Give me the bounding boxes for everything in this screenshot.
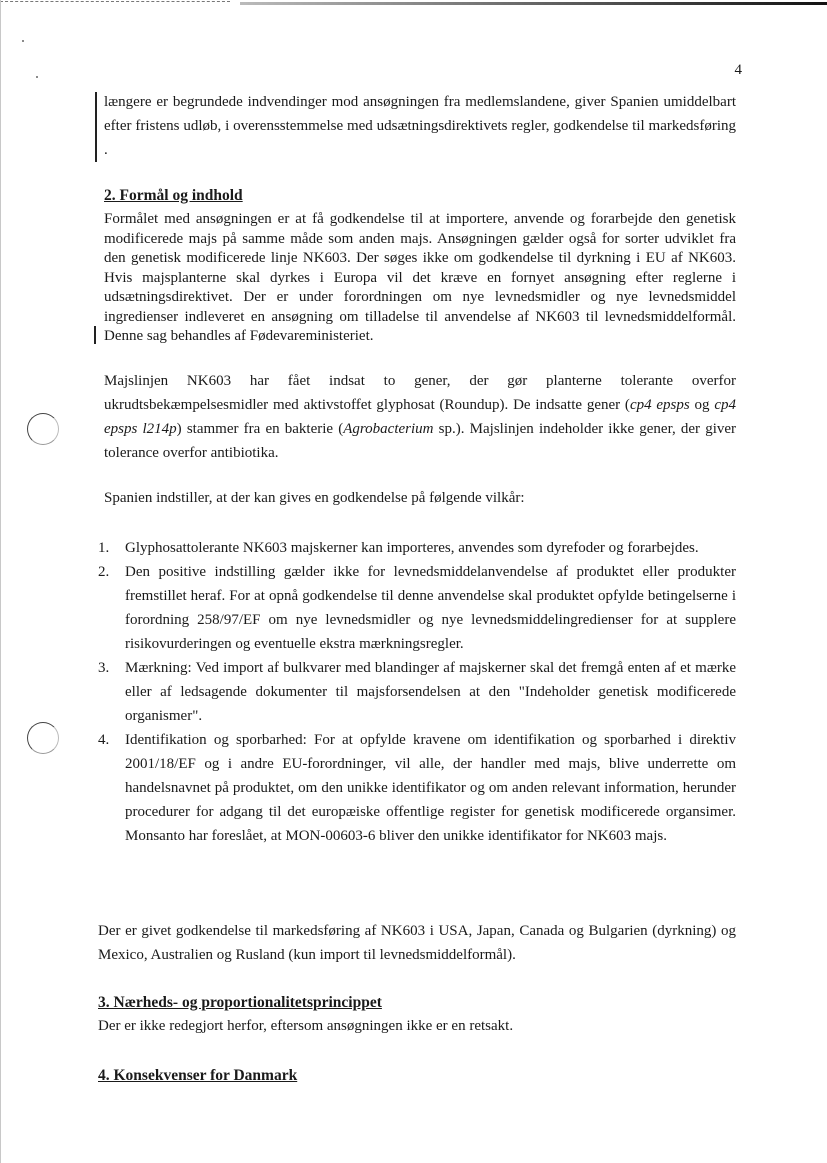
organism-name: Agrobacterium xyxy=(343,421,434,437)
list-item xyxy=(98,728,736,848)
list-item xyxy=(98,560,736,656)
list-item xyxy=(98,536,736,560)
punch-hole-top xyxy=(27,413,59,445)
paragraph-text: sp.). Majslinjen indeholder ikke gener, der giver tolerance overfor antibiotika. xyxy=(104,421,737,461)
gene-name: cp4 epsps xyxy=(629,397,690,413)
section-3-paragraph: Der er ikke redegjort herfor, eftersom ansøgningen ikke er en retsakt. xyxy=(98,1018,514,1034)
section-2-heading: 2. Formål og indhold xyxy=(104,187,243,204)
gene-name: cp4 epsps l214p xyxy=(104,397,737,437)
list-item-number: 4. xyxy=(98,732,110,748)
section-2-paragraph-1: Formålet med ansøgningen er at få godkendelse til at importere, anvende og forarbejde den genetisk modificerede majs på samme måde som anden majs. Ansøgningen gælder også for sorter udviklet fra den genetisk modificerede linje NK603. Der søges ikke om godkendelse til dyrkning i EU af NK603. Hvis majsplanterne skal dyrkes i Europa vil det kræve en fornyet ansøgning efter reglerne i udsætningsdirektivet. Der er under forordningen om nye levnedsmidler og nye levnedsmiddel ingredienser indleveret en ansøgning om tilladelse til anvendelse af NK603 til levnedsmiddelformål. Denne sag behandles af Fødevareministeriet. xyxy=(104,211,736,344)
list-item-text: Den positive indstilling gælder ikke for levnedsmiddelanvendelse af produktet eller produkter fremstillet heraf. For at opnå godkendelse til denne anvendelse skal produktet opfylde betingelserne i forordning 258/97/EF om nye levnedsmidler og nye levnedsmiddelingredienser for at supplere risikovurderingen og eventuelle ekstra mærkningsregler. xyxy=(125,564,736,652)
list-item-number: 1. xyxy=(98,540,110,556)
scan-speck xyxy=(22,40,24,42)
conditions-list xyxy=(98,536,736,848)
list-item-number: 3. xyxy=(98,660,110,676)
page-number: 4 xyxy=(734,62,742,78)
paragraph-text: og xyxy=(689,397,715,413)
scan-speck xyxy=(36,76,38,78)
revision-change-bar xyxy=(95,92,97,162)
intro-paragraph: længere er begrundede indvendinger mod ansøgningen fra medlemslandene, giver Spanien umiddelbart efter fristens udløb, i overensstemmelse med udsætningsdirektivets regler, godkendelse til markedsføring . xyxy=(104,94,736,158)
section-2-paragraph-4: Der er givet godkendelse til markedsføring af NK603 i USA, Japan, Canada og Bulgarien (dyrkning) og Mexico, Australien og Rusland (kun import til levnedsmiddelformål). xyxy=(98,923,736,963)
revision-change-bar xyxy=(94,326,96,344)
list-item-text: Identifikation og sporbarhed: For at opfylde kravene om identifikation og sporbarhed i direktiv 2001/18/EF og i andre EU-forordninger, vil alle, der handler med majs, blive underrette om handelsnavnet på produktet, om den unikke identifikator og om anden relevant information, herunder procedurer for adgang til det europæiske offentlige register for genetisk modificerede organsimer. Monsanto har foreslået, at MON-00603-6 bliver den unikke identifikator for NK603 majs. xyxy=(125,732,736,844)
section-2-paragraph-3: Spanien indstiller, at der kan gives en godkendelse på følgende vilkår: xyxy=(104,490,525,506)
paragraph-text: ) stammer fra en bakterie ( xyxy=(176,421,344,437)
scan-dark-band xyxy=(240,2,827,5)
list-item-text: Mærkning: Ved import af bulkvarer med blandinger af majskerner skal det fremgå enten af et mærke eller af ledsagende dokumenter til majsforsendelsen at den "Indeholder genetisk modificerede organismer". xyxy=(125,660,736,724)
scan-edge-artifact xyxy=(0,0,827,6)
section-3-heading: 3. Nærheds- og proportionalitetsprincippet xyxy=(98,994,382,1011)
list-item-text: Glyphosattolerante NK603 majskerner kan importeres, anvendes som dyrefoder og forarbejdes. xyxy=(125,540,699,556)
punch-hole-bottom xyxy=(27,722,59,754)
scan-left-edge xyxy=(0,0,1,1163)
section-4-heading: 4. Konsekvenser for Danmark xyxy=(98,1067,298,1084)
list-item xyxy=(98,656,736,728)
scan-dash-line xyxy=(0,1,230,3)
section-2-paragraph-2 xyxy=(104,369,736,465)
paragraph-text: Majslinjen NK603 har fået indsat to gener, der gør planterne tolerante overfor ukrudtsbekæmpelsesmidler med aktivstoffet glyphosat (Roundup). De indsatte gener ( xyxy=(104,373,736,413)
list-item-number: 2. xyxy=(98,564,110,580)
